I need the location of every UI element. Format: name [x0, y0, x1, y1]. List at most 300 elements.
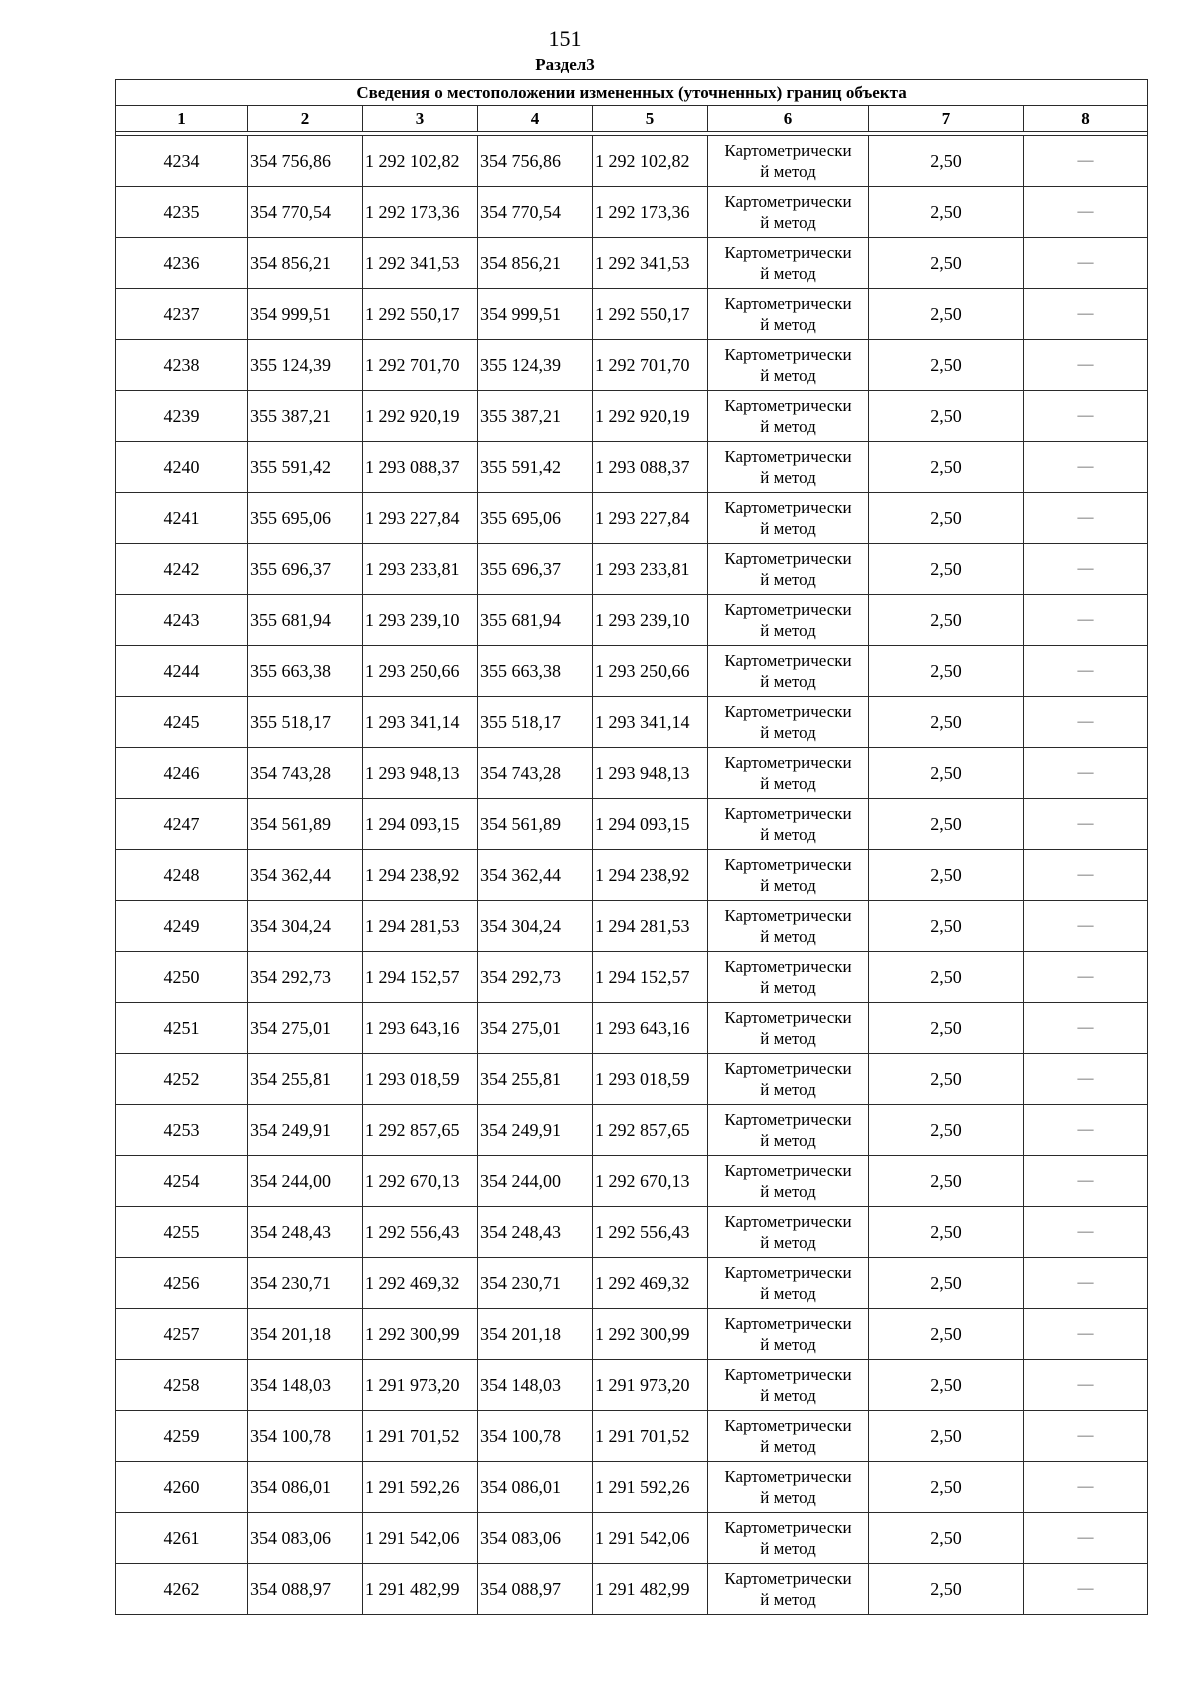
table-row	[116, 1054, 1148, 1105]
page-number: 151	[548, 26, 582, 51]
accuracy-cell: 2,50	[869, 391, 1024, 442]
method-text-line: й метод	[760, 1488, 816, 1507]
accuracy-cell: 2,50	[869, 1054, 1024, 1105]
coord-x-old-cell: 354 999,51	[248, 289, 363, 340]
accuracy-cell: 2,50	[869, 850, 1024, 901]
method-text-line: й метод	[760, 519, 816, 538]
boundary-coordinates-table	[115, 79, 1148, 1615]
coord-x-new-cell: 354 086,01	[478, 1462, 593, 1513]
method-cell	[708, 442, 869, 493]
method-cell	[708, 1156, 869, 1207]
description-cell: —	[1024, 1156, 1148, 1207]
coord-x-old-cell: 354 362,44	[248, 850, 363, 901]
table-row	[116, 136, 1148, 187]
table-row	[116, 391, 1148, 442]
accuracy-cell: 2,50	[869, 1513, 1024, 1564]
point-number-cell: 4238	[116, 340, 248, 391]
method-text-line: й метод	[760, 672, 816, 691]
coord-x-old-cell: 354 770,54	[248, 187, 363, 238]
method-text-line: й метод	[760, 1386, 816, 1405]
method-text-line: Картометрически	[724, 1263, 852, 1282]
point-number-cell: 4242	[116, 544, 248, 595]
column-header-row	[116, 106, 1148, 132]
table-row	[116, 1258, 1148, 1309]
table-row	[116, 187, 1148, 238]
coord-x-new-cell: 354 275,01	[478, 1003, 593, 1054]
coord-x-new-cell: 354 856,21	[478, 238, 593, 289]
coord-y-new-cell: 1 292 670,13	[593, 1156, 708, 1207]
point-number-cell: 4248	[116, 850, 248, 901]
coord-x-new-cell: 354 292,73	[478, 952, 593, 1003]
point-number-cell: 4240	[116, 442, 248, 493]
table-row	[116, 646, 1148, 697]
coord-x-old-cell: 355 681,94	[248, 595, 363, 646]
accuracy-cell: 2,50	[869, 1156, 1024, 1207]
coord-x-new-cell: 354 230,71	[478, 1258, 593, 1309]
point-number-cell: 4257	[116, 1309, 248, 1360]
coord-x-new-cell: 355 695,06	[478, 493, 593, 544]
accuracy-cell: 2,50	[869, 1309, 1024, 1360]
table-row	[116, 697, 1148, 748]
coord-x-new-cell: 354 100,78	[478, 1411, 593, 1462]
method-text-line: Картометрически	[724, 447, 852, 466]
coord-y-old-cell: 1 293 948,13	[363, 748, 478, 799]
coord-x-new-cell: 355 518,17	[478, 697, 593, 748]
accuracy-cell: 2,50	[869, 901, 1024, 952]
accuracy-cell: 2,50	[869, 1564, 1024, 1615]
table-row	[116, 289, 1148, 340]
column-header: 2	[248, 106, 363, 132]
coord-y-new-cell: 1 294 281,53	[593, 901, 708, 952]
coord-x-old-cell: 354 756,86	[248, 136, 363, 187]
description-cell: —	[1024, 1360, 1148, 1411]
coord-x-new-cell: 355 663,38	[478, 646, 593, 697]
coord-y-new-cell: 1 293 643,16	[593, 1003, 708, 1054]
coord-y-old-cell: 1 293 227,84	[363, 493, 478, 544]
coord-x-old-cell: 354 148,03	[248, 1360, 363, 1411]
method-cell	[708, 952, 869, 1003]
method-text-line: Картометрически	[724, 651, 852, 670]
coord-y-new-cell: 1 292 556,43	[593, 1207, 708, 1258]
method-text-line: й метод	[760, 723, 816, 742]
description-cell: —	[1024, 901, 1148, 952]
coord-x-new-cell: 355 681,94	[478, 595, 593, 646]
method-text-line: й метод	[760, 315, 816, 334]
table-row	[116, 1156, 1148, 1207]
coord-x-new-cell: 354 743,28	[478, 748, 593, 799]
description-cell: —	[1024, 1309, 1148, 1360]
coord-y-new-cell: 1 293 250,66	[593, 646, 708, 697]
coord-y-old-cell: 1 291 592,26	[363, 1462, 478, 1513]
coord-y-old-cell: 1 293 250,66	[363, 646, 478, 697]
point-number-cell: 4252	[116, 1054, 248, 1105]
point-number-cell: 4234	[116, 136, 248, 187]
table-row	[116, 493, 1148, 544]
coord-y-new-cell: 1 294 093,15	[593, 799, 708, 850]
coord-x-new-cell: 354 304,24	[478, 901, 593, 952]
accuracy-cell: 2,50	[869, 1258, 1024, 1309]
method-cell	[708, 1054, 869, 1105]
method-text-line: й метод	[760, 1233, 816, 1252]
description-cell: —	[1024, 238, 1148, 289]
description-cell: —	[1024, 697, 1148, 748]
point-number-cell: 4236	[116, 238, 248, 289]
coord-x-old-cell: 354 088,97	[248, 1564, 363, 1615]
accuracy-cell: 2,50	[869, 289, 1024, 340]
method-text-line: Картометрически	[724, 600, 852, 619]
point-number-cell: 4255	[116, 1207, 248, 1258]
method-cell	[708, 187, 869, 238]
table-row	[116, 850, 1148, 901]
coord-y-new-cell: 1 292 857,65	[593, 1105, 708, 1156]
method-text-line: й метод	[760, 264, 816, 283]
description-cell: —	[1024, 289, 1148, 340]
method-text-line: Картометрически	[724, 1314, 852, 1333]
accuracy-cell: 2,50	[869, 544, 1024, 595]
coord-y-new-cell: 1 292 920,19	[593, 391, 708, 442]
table-row	[116, 1513, 1148, 1564]
description-cell: —	[1024, 340, 1148, 391]
method-cell	[708, 748, 869, 799]
table-row	[116, 544, 1148, 595]
coord-y-old-cell: 1 292 550,17	[363, 289, 478, 340]
method-text-line: й метод	[760, 1029, 816, 1048]
coord-x-old-cell: 354 292,73	[248, 952, 363, 1003]
table-row	[116, 1309, 1148, 1360]
coord-y-new-cell: 1 293 239,10	[593, 595, 708, 646]
column-header: 8	[1024, 106, 1148, 132]
method-text-line: Картометрически	[724, 396, 852, 415]
table-row	[116, 1003, 1148, 1054]
description-cell: —	[1024, 646, 1148, 697]
method-text-line: й метод	[760, 417, 816, 436]
point-number-cell: 4243	[116, 595, 248, 646]
column-header: 4	[478, 106, 593, 132]
method-text-line: Картометрически	[724, 1059, 852, 1078]
accuracy-cell: 2,50	[869, 238, 1024, 289]
accuracy-cell: 2,50	[869, 187, 1024, 238]
description-cell: —	[1024, 391, 1148, 442]
coord-y-new-cell: 1 292 173,36	[593, 187, 708, 238]
description-cell: —	[1024, 1207, 1148, 1258]
method-cell	[708, 1462, 869, 1513]
coord-y-old-cell: 1 292 300,99	[363, 1309, 478, 1360]
coord-x-old-cell: 354 856,21	[248, 238, 363, 289]
coord-x-new-cell: 354 088,97	[478, 1564, 593, 1615]
description-cell: —	[1024, 748, 1148, 799]
coord-x-old-cell: 355 124,39	[248, 340, 363, 391]
method-text-line: й метод	[760, 1437, 816, 1456]
accuracy-cell: 2,50	[869, 952, 1024, 1003]
description-cell: —	[1024, 1105, 1148, 1156]
point-number-cell: 4235	[116, 187, 248, 238]
coord-x-old-cell: 354 086,01	[248, 1462, 363, 1513]
coord-y-new-cell: 1 292 701,70	[593, 340, 708, 391]
method-cell	[708, 544, 869, 595]
method-cell	[708, 1105, 869, 1156]
description-cell: —	[1024, 850, 1148, 901]
coord-y-new-cell: 1 291 482,99	[593, 1564, 708, 1615]
accuracy-cell: 2,50	[869, 799, 1024, 850]
table-row	[116, 1207, 1148, 1258]
description-cell: —	[1024, 544, 1148, 595]
table-row	[116, 799, 1148, 850]
method-cell	[708, 391, 869, 442]
table-row	[116, 748, 1148, 799]
coord-x-old-cell: 354 304,24	[248, 901, 363, 952]
point-number-cell: 4259	[116, 1411, 248, 1462]
method-text-line: й метод	[760, 366, 816, 385]
coord-y-old-cell: 1 292 857,65	[363, 1105, 478, 1156]
column-header: 1	[116, 106, 248, 132]
method-text-line: Картометрически	[724, 1467, 852, 1486]
coord-y-new-cell: 1 294 238,92	[593, 850, 708, 901]
table-row	[116, 952, 1148, 1003]
description-cell: —	[1024, 1411, 1148, 1462]
coord-x-new-cell: 354 770,54	[478, 187, 593, 238]
table-row	[116, 1462, 1148, 1513]
coord-y-old-cell: 1 294 238,92	[363, 850, 478, 901]
table-row	[116, 1360, 1148, 1411]
coord-x-old-cell: 355 387,21	[248, 391, 363, 442]
method-text-line: Картометрически	[724, 1569, 852, 1588]
accuracy-cell: 2,50	[869, 748, 1024, 799]
coord-y-new-cell: 1 292 469,32	[593, 1258, 708, 1309]
coord-x-new-cell: 355 124,39	[478, 340, 593, 391]
description-cell: —	[1024, 1513, 1148, 1564]
method-text-line: Картометрически	[724, 753, 852, 772]
coord-x-old-cell: 355 518,17	[248, 697, 363, 748]
coord-x-old-cell: 354 249,91	[248, 1105, 363, 1156]
description-cell: —	[1024, 442, 1148, 493]
coord-x-old-cell: 355 695,06	[248, 493, 363, 544]
point-number-cell: 4251	[116, 1003, 248, 1054]
accuracy-cell: 2,50	[869, 1462, 1024, 1513]
point-number-cell: 4241	[116, 493, 248, 544]
coord-x-new-cell: 354 148,03	[478, 1360, 593, 1411]
coord-x-old-cell: 354 083,06	[248, 1513, 363, 1564]
coord-y-new-cell: 1 293 341,14	[593, 697, 708, 748]
method-text-line: й метод	[760, 1182, 816, 1201]
accuracy-cell: 2,50	[869, 595, 1024, 646]
method-text-line: й метод	[760, 1131, 816, 1150]
method-text-line: й метод	[760, 774, 816, 793]
description-cell: —	[1024, 799, 1148, 850]
description-cell: —	[1024, 1003, 1148, 1054]
method-text-line: й метод	[760, 621, 816, 640]
method-cell	[708, 799, 869, 850]
method-text-line: й метод	[760, 978, 816, 997]
method-text-line: Картометрически	[724, 294, 852, 313]
coord-y-old-cell: 1 291 973,20	[363, 1360, 478, 1411]
coord-y-old-cell: 1 291 482,99	[363, 1564, 478, 1615]
coord-y-old-cell: 1 292 670,13	[363, 1156, 478, 1207]
coord-y-new-cell: 1 293 948,13	[593, 748, 708, 799]
coord-y-old-cell: 1 292 102,82	[363, 136, 478, 187]
coord-x-new-cell: 354 201,18	[478, 1309, 593, 1360]
description-cell: —	[1024, 595, 1148, 646]
description-cell: —	[1024, 187, 1148, 238]
coord-y-old-cell: 1 292 556,43	[363, 1207, 478, 1258]
method-text-line: Картометрически	[724, 804, 852, 823]
method-text-line: Картометрически	[724, 1110, 852, 1129]
table-row	[116, 901, 1148, 952]
method-text-line: Картометрически	[724, 1212, 852, 1231]
point-number-cell: 4261	[116, 1513, 248, 1564]
description-cell: —	[1024, 952, 1148, 1003]
coord-y-old-cell: 1 292 701,70	[363, 340, 478, 391]
method-text-line: Картометрически	[724, 855, 852, 874]
accuracy-cell: 2,50	[869, 340, 1024, 391]
method-cell	[708, 646, 869, 697]
method-text-line: й метод	[760, 468, 816, 487]
point-number-cell: 4246	[116, 748, 248, 799]
coord-y-new-cell: 1 291 701,52	[593, 1411, 708, 1462]
method-text-line: Картометрически	[724, 1365, 852, 1384]
coord-x-old-cell: 355 696,37	[248, 544, 363, 595]
point-number-cell: 4239	[116, 391, 248, 442]
coord-y-new-cell: 1 291 592,26	[593, 1462, 708, 1513]
coord-y-new-cell: 1 292 550,17	[593, 289, 708, 340]
description-cell: —	[1024, 1054, 1148, 1105]
column-header: 6	[708, 106, 869, 132]
method-cell	[708, 1513, 869, 1564]
coord-y-old-cell: 1 293 088,37	[363, 442, 478, 493]
coord-y-new-cell: 1 293 233,81	[593, 544, 708, 595]
method-text-line: Картометрически	[724, 1008, 852, 1027]
table-title: Сведения о местоположении измененных (уточненных) границ объекта	[116, 80, 1148, 106]
method-text-line: й метод	[760, 1539, 816, 1558]
method-cell	[708, 493, 869, 544]
method-text-line: Картометрически	[724, 345, 852, 364]
accuracy-cell: 2,50	[869, 1207, 1024, 1258]
coord-x-new-cell: 355 387,21	[478, 391, 593, 442]
accuracy-cell: 2,50	[869, 697, 1024, 748]
method-cell	[708, 340, 869, 391]
method-text-line: й метод	[760, 1335, 816, 1354]
table-row	[116, 1411, 1148, 1462]
coord-y-old-cell: 1 293 643,16	[363, 1003, 478, 1054]
coord-x-old-cell: 354 255,81	[248, 1054, 363, 1105]
method-cell	[708, 238, 869, 289]
method-text-line: Картометрически	[724, 1416, 852, 1435]
point-number-cell: 4262	[116, 1564, 248, 1615]
method-cell	[708, 1564, 869, 1615]
coord-x-old-cell: 354 100,78	[248, 1411, 363, 1462]
section-title: Раздел3	[535, 55, 595, 74]
coord-x-new-cell: 355 591,42	[478, 442, 593, 493]
accuracy-cell: 2,50	[869, 493, 1024, 544]
coord-y-old-cell: 1 292 920,19	[363, 391, 478, 442]
coord-y-old-cell: 1 292 469,32	[363, 1258, 478, 1309]
accuracy-cell: 2,50	[869, 1360, 1024, 1411]
coord-x-old-cell: 354 230,71	[248, 1258, 363, 1309]
coord-y-old-cell: 1 294 093,15	[363, 799, 478, 850]
coord-x-new-cell: 354 756,86	[478, 136, 593, 187]
method-cell	[708, 901, 869, 952]
accuracy-cell: 2,50	[869, 1411, 1024, 1462]
coord-y-new-cell: 1 294 152,57	[593, 952, 708, 1003]
method-text-line: й метод	[760, 927, 816, 946]
coord-x-old-cell: 354 248,43	[248, 1207, 363, 1258]
coord-x-new-cell: 354 561,89	[478, 799, 593, 850]
description-cell: —	[1024, 493, 1148, 544]
coord-y-new-cell: 1 291 973,20	[593, 1360, 708, 1411]
accuracy-cell: 2,50	[869, 646, 1024, 697]
description-cell: —	[1024, 1258, 1148, 1309]
point-number-cell: 4249	[116, 901, 248, 952]
point-number-cell: 4253	[116, 1105, 248, 1156]
method-text-line: Картометрически	[724, 702, 852, 721]
method-text-line: Картометрически	[724, 141, 852, 160]
coord-y-new-cell: 1 293 088,37	[593, 442, 708, 493]
point-number-cell: 4260	[116, 1462, 248, 1513]
table-row	[116, 595, 1148, 646]
column-header: 5	[593, 106, 708, 132]
method-cell	[708, 1360, 869, 1411]
column-header: 3	[363, 106, 478, 132]
method-text-line: Картометрически	[724, 192, 852, 211]
coord-y-new-cell: 1 292 341,53	[593, 238, 708, 289]
method-text-line: й метод	[760, 1590, 816, 1609]
method-text-line: Картометрически	[724, 1518, 852, 1537]
method-text-line: й метод	[760, 213, 816, 232]
coord-y-old-cell: 1 294 281,53	[363, 901, 478, 952]
coord-x-new-cell: 354 248,43	[478, 1207, 593, 1258]
point-number-cell: 4237	[116, 289, 248, 340]
accuracy-cell: 2,50	[869, 1003, 1024, 1054]
method-cell	[708, 1309, 869, 1360]
coord-y-new-cell: 1 293 227,84	[593, 493, 708, 544]
method-cell	[708, 850, 869, 901]
point-number-cell: 4250	[116, 952, 248, 1003]
table-row	[116, 238, 1148, 289]
coord-x-old-cell: 354 275,01	[248, 1003, 363, 1054]
method-cell	[708, 136, 869, 187]
column-header: 7	[869, 106, 1024, 132]
coord-x-new-cell: 354 362,44	[478, 850, 593, 901]
accuracy-cell: 2,50	[869, 136, 1024, 187]
method-text-line: й метод	[760, 1080, 816, 1099]
coord-x-old-cell: 354 244,00	[248, 1156, 363, 1207]
point-number-cell: 4254	[116, 1156, 248, 1207]
method-cell	[708, 595, 869, 646]
coord-y-old-cell: 1 294 152,57	[363, 952, 478, 1003]
method-text-line: й метод	[760, 1284, 816, 1303]
coord-x-old-cell: 354 743,28	[248, 748, 363, 799]
coord-x-new-cell: 355 696,37	[478, 544, 593, 595]
method-text-line: й метод	[760, 876, 816, 895]
table-row	[116, 442, 1148, 493]
coord-x-new-cell: 354 244,00	[478, 1156, 593, 1207]
description-cell: —	[1024, 136, 1148, 187]
coord-y-new-cell: 1 291 542,06	[593, 1513, 708, 1564]
method-cell	[708, 1258, 869, 1309]
table-row	[116, 1564, 1148, 1615]
method-text-line: Картометрически	[724, 1161, 852, 1180]
method-text-line: Картометрически	[724, 498, 852, 517]
coord-y-old-cell: 1 291 701,52	[363, 1411, 478, 1462]
method-text-line: Картометрически	[724, 549, 852, 568]
coord-y-new-cell: 1 293 018,59	[593, 1054, 708, 1105]
method-cell	[708, 1207, 869, 1258]
coord-y-old-cell: 1 293 018,59	[363, 1054, 478, 1105]
point-number-cell: 4244	[116, 646, 248, 697]
method-text-line: Картометрически	[724, 906, 852, 925]
point-number-cell: 4247	[116, 799, 248, 850]
coord-y-new-cell: 1 292 102,82	[593, 136, 708, 187]
method-text-line: й метод	[760, 825, 816, 844]
